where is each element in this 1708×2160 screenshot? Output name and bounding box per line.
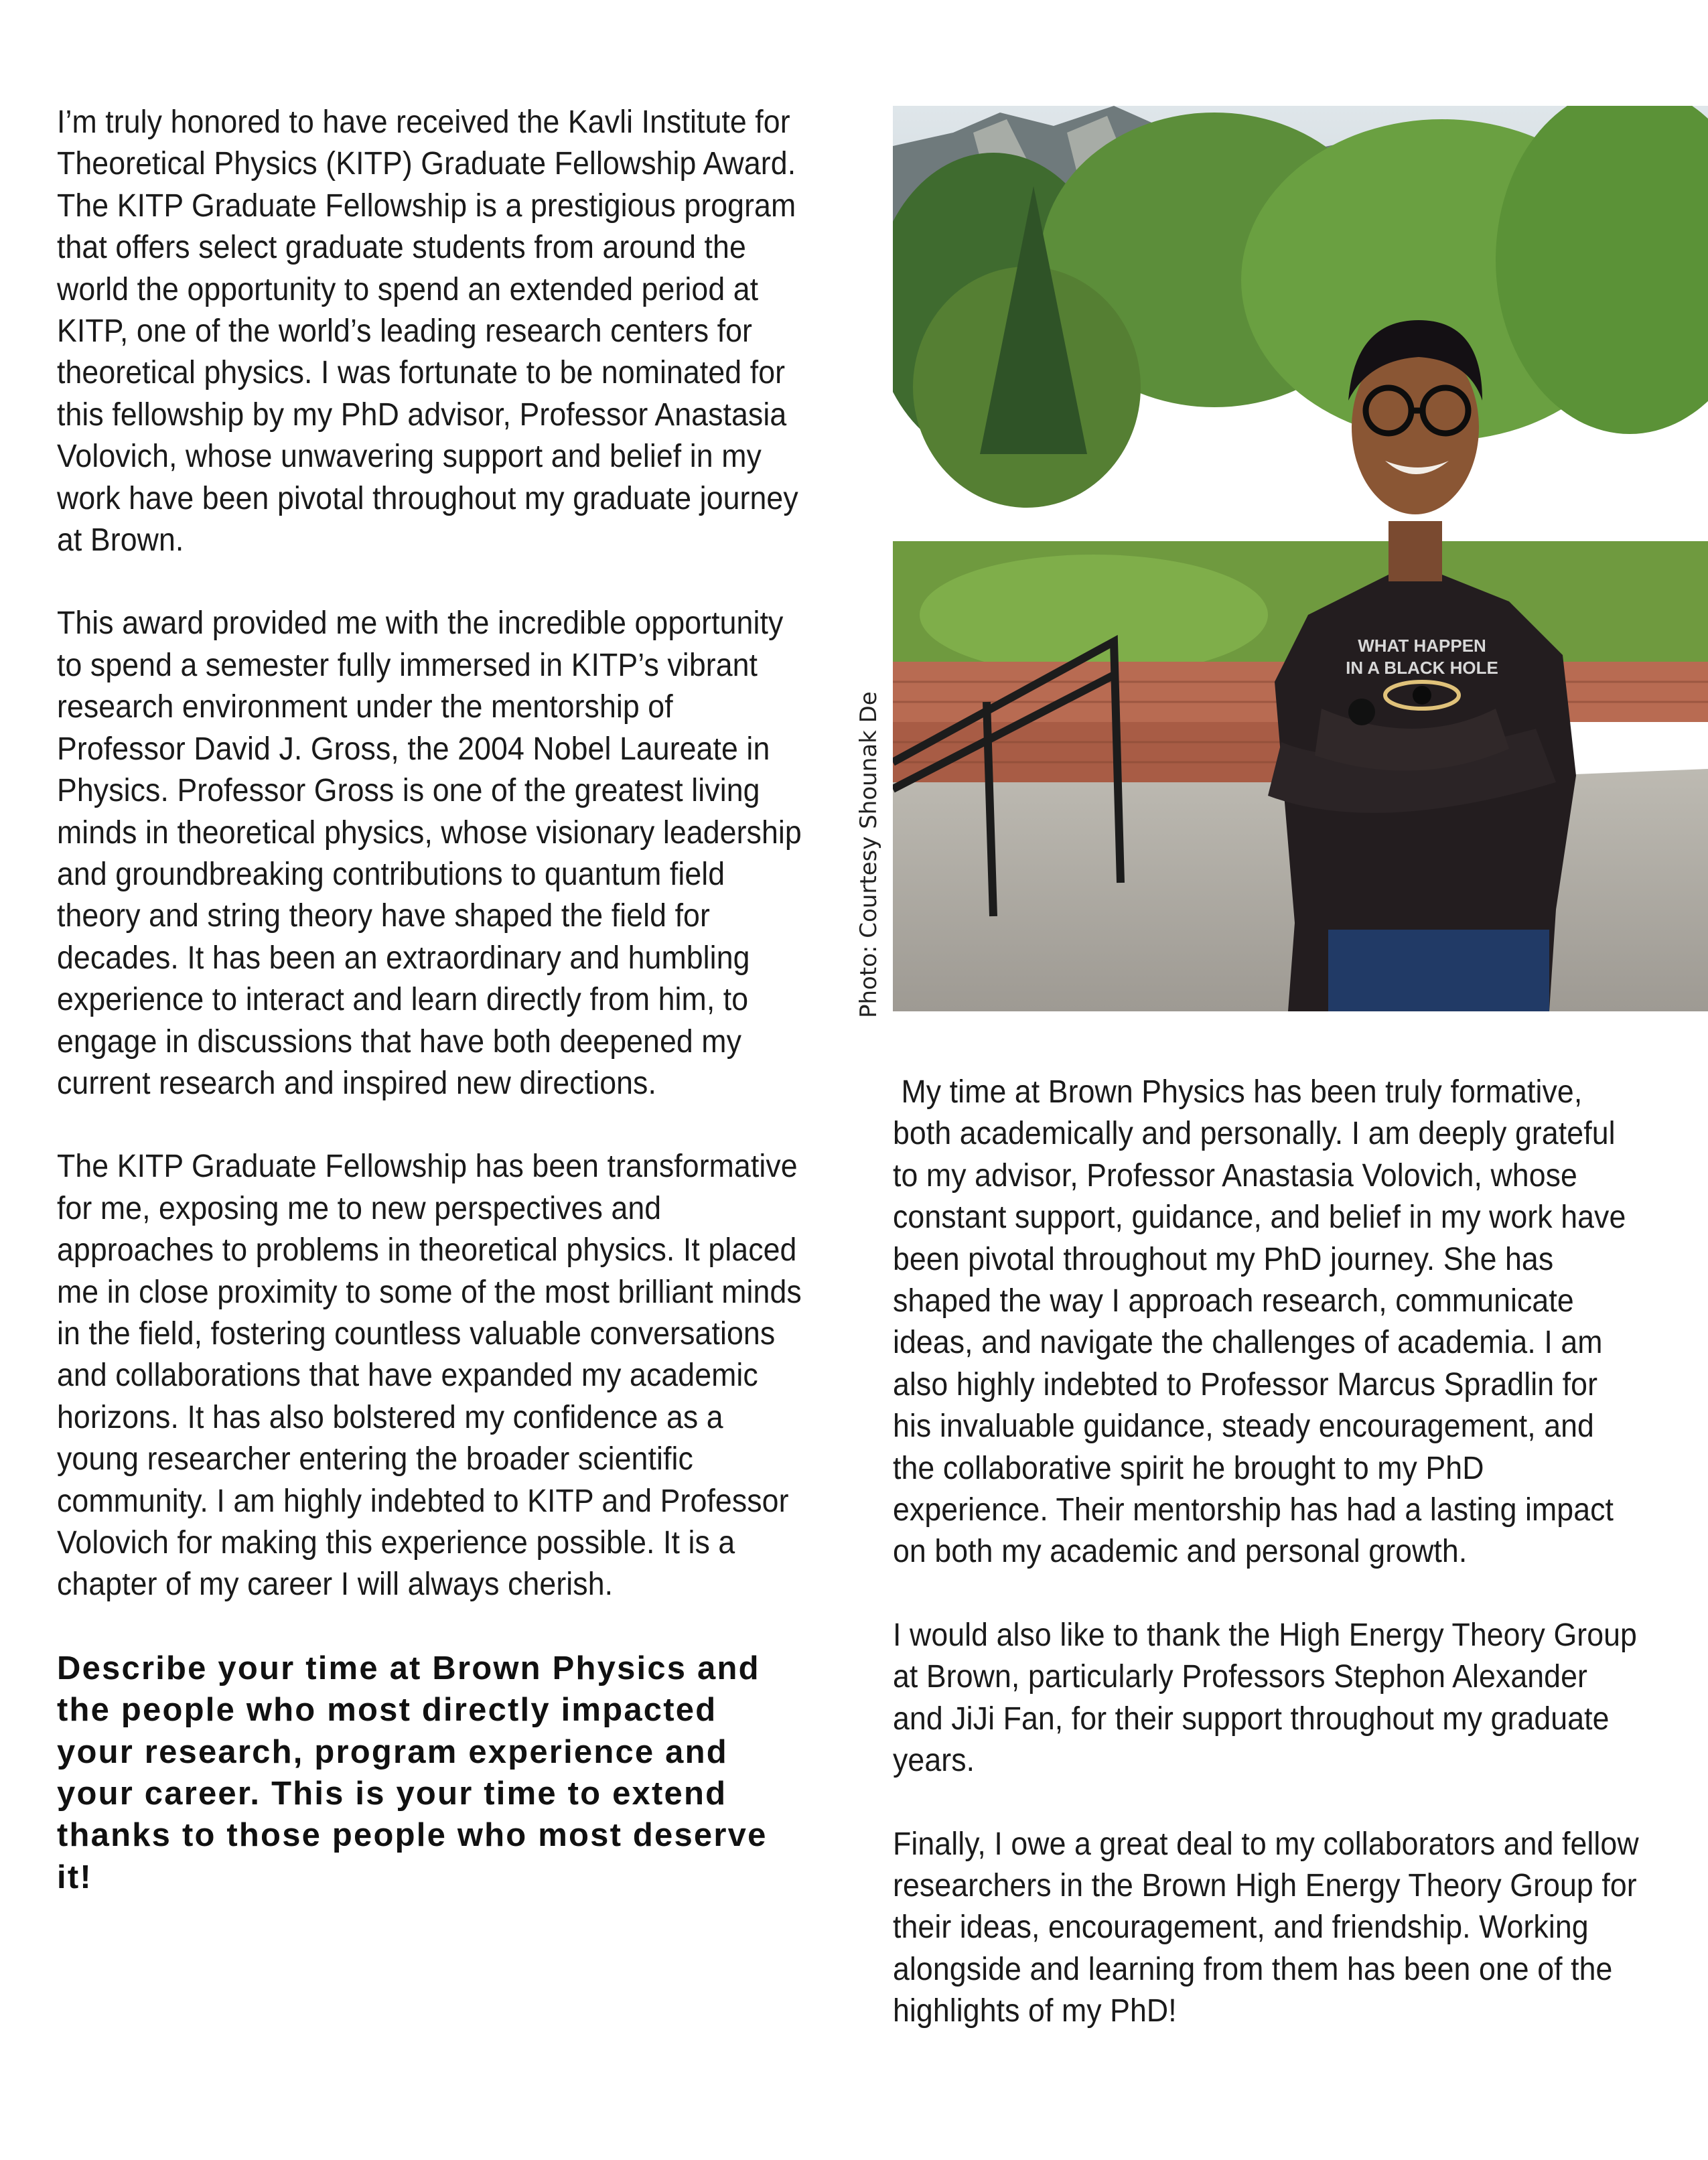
body-paragraph: Finally, I owe a great deal to my collaborators and fellow researchers in the Brown High Energy Theory Group for their ideas, encouragement, and friendship. Working alongside and learning from them has been one of the highlights of my PhD! [893, 1826, 1639, 2029]
portrait-photo-illustration [893, 106, 1708, 1011]
shirt-text-line1: WHAT HAPPEN [1358, 636, 1486, 656]
portrait-photo [893, 106, 1708, 1011]
left-column [57, 102, 807, 1898]
right-column [893, 1072, 1697, 2074]
body-paragraph: The KITP Graduate Fellowship has been transformative for me, exposing me to new perspectives and approaches to problems in theoretical physics. It placed me in close proximity to some of the most brilliant minds in the field, fostering countless valuable conversations and collaborations that have expanded my academic horizons. It has also bolstered my confidence as a young researcher entering the broader scientific community. I am highly indebted to KITP and Professor Volovich for making this experience possible. It is a chapter of my career I will always cherish. [57, 1149, 802, 1603]
body-paragraph: I would also like to thank the High Energy Theory Group at Brown, particularly Professors Stephon Alexander and JiJi Fan, for their support throughout my graduate years. [893, 1617, 1637, 1779]
body-paragraph: This award provided me with the incredible opportunity to spend a semester fully immersed in KITP’s vibrant research environment under the mentorship of Professor David J. Gross, the 2004 Nobel Laureate in Physics. Professor Gross is one of the greatest living minds in theoretical physics, whose visionary leadership and groundbreaking contributions to quantum field theory and string theory have shaped the field for decades. It has been an extraordinary and humbling experience to interact and learn directly from him, to engage in discussions that have both deepened my current research and inspired new directions. [57, 605, 802, 1101]
body-paragraph: I’m truly honored to have received the Kavli Institute for Theoretical Physics (KITP) Graduate Fellowship Award. The KITP Graduate Fellowship is a prestigious program that offers select graduate students from around the world the opportunity to spend an extended period at KITP, one of the world’s leading research centers for theoretical physics. I was fortunate to be nominated for this fellowship by my PhD advisor, Professor Anastasia Volovich, whose unwavering support and belief in my work have been pivotal throughout my graduate journey at Brown. [57, 104, 798, 559]
interview-question: Describe your time at Brown Physics and the people who most directly impacted your research, program experience and your career. This is your time to extend thanks to those people who most deserve it! [57, 1650, 768, 1895]
shirt-text-line2: IN A BLACK HOLE [1346, 658, 1498, 678]
photo-credit: Photo: Courtesy Shounak De [855, 691, 882, 1018]
body-paragraph: My time at Brown Physics has been truly formative, both academically and personally. I am deeply grateful to my advisor, Professor Anastasia Volovich, whose constant support, guidance, and belief in my work have been pivotal throughout my PhD journey. She has shaped the way I approach research, communicate ideas, and navigate the challenges of academia. I am also highly indebted to Professor Marcus Spradlin for his invaluable guidance, steady encouragement, and the collaborative spirit he brought to my PhD experience. Their mentorship has had a lasting impact on both my academic and personal growth. [893, 1074, 1634, 1570]
